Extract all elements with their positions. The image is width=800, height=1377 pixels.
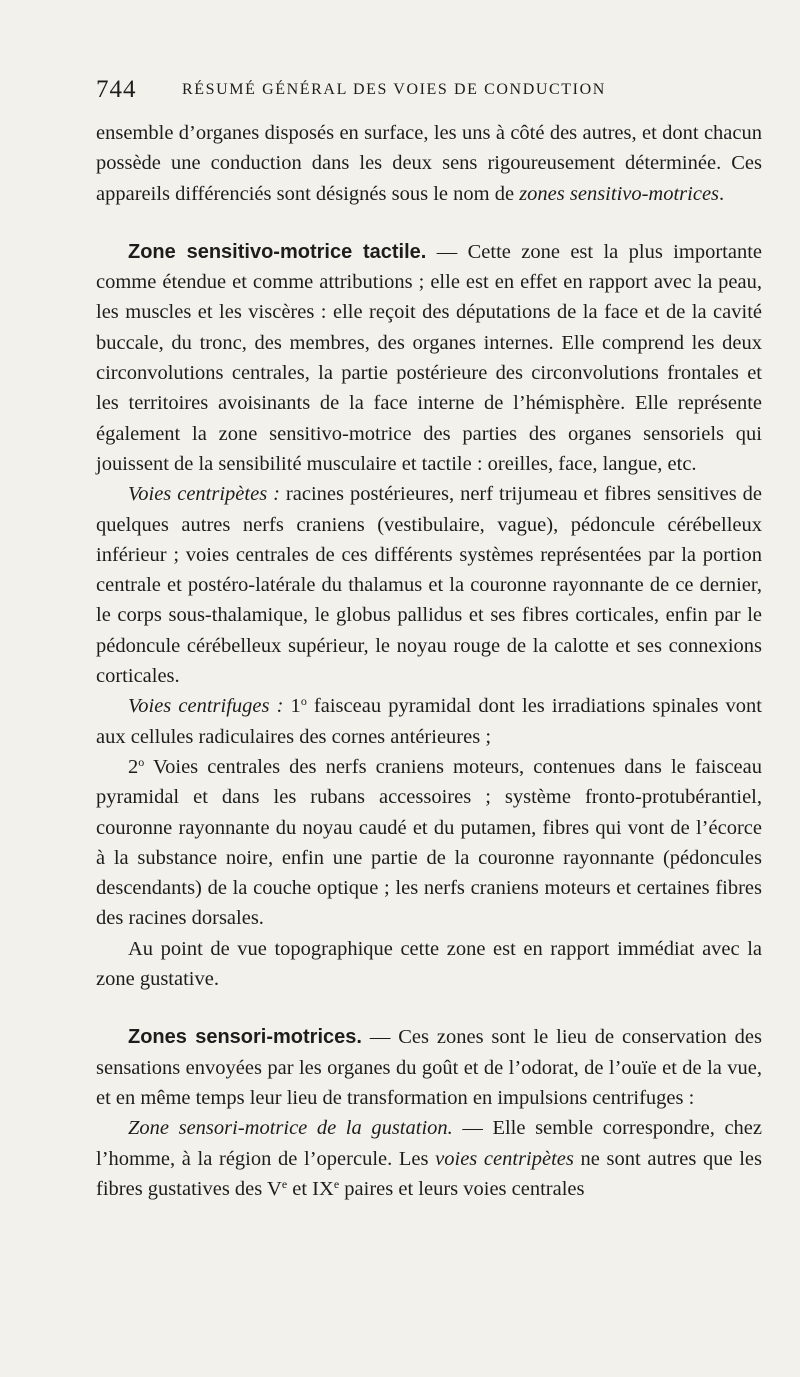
paragraph-zones-sensori-motrices: Zones sensori-motrices. — Ces zones sont le lieu de conservation des sensations envoyées par les organes du goût et de l’odorat, de l’ouïe et de la vue, et en même temps leur lieu de transformation en impulsions centrifuges : bbox=[96, 1026, 762, 1109]
paragraph-voies-centrales: 2$^o$ Voies centrales des nerfs craniens moteurs, contenues dans le faisceau pyramidal et dans les rubans accessoires ; système fronto-protubérantiel, couronne rayonnante du noyau caudé et du putamen, fibres qui vont de l’écorce à la substance noire, enfin une partie de la couronne rayonnante (pédoncules descendants) de la couche optique ; les nerfs craniens moteurs et certaines fibres des racines dorsales. bbox=[96, 754, 762, 930]
paragraph-intro: ensemble d’organes disposés en surface, les uns à côté des autres, et dont chacun possède une conduction dans les deux sens rigoureusement déterminée. Ces appareils différenciés sont désignés sous le nom de zones sensitivo-motrices. bbox=[96, 122, 762, 205]
section-heading-zones-sensori-motrices: Zones sensori-motrices. bbox=[128, 1026, 362, 1049]
term-zones-sensitivo-motrices: zones sensitivo-motrices bbox=[519, 182, 720, 205]
paragraph-voies-centripetes: Voies centripètes : racines postérieures, nerf trijumeau et fibres sensitives de quelques autres nerfs craniens (vestibulaire, vague), pédoncule cérébelleux inférieur ; voies centrales de ces différents systèmes représentées par la portion centrale et postéro-latérale du thalamus et la couronne rayonnante de ce dernier, le corps sous-thalamique, le globus pallidus et ses fibres corticales, enfin par le pédoncule cérébelleux supérieur, le noyau rouge de la calotte et ses connexions corticales. bbox=[96, 483, 762, 688]
paragraph-voies-centrifuges: Voies centrifuges : 1$^o$ faisceau pyramidal dont les irradiations spinales vont aux cellules radiculaires des cornes antérieures ; bbox=[96, 694, 762, 748]
section-heading-zone-tactile: Zone sensitivo-motrice tactile. bbox=[128, 240, 427, 263]
page-header bbox=[96, 76, 762, 106]
subheading-gustation: Zone sensori-motrice de la gustation. bbox=[128, 1117, 453, 1140]
subheading-voies-centripetes: Voies centripètes : bbox=[128, 483, 280, 506]
paragraph-zone-tactile: Zone sensitivo-motrice tactile. — Cette zone est la plus importante comme étendue et comme attributions ; elle est en effet en rapport avec la peau, les muscles et les viscères : elle reçoit des députations de la face et de la cavité buccale, du tronc, des membres, des organes internes. Elle comprend les deux circonvolutions centrales, la partie postérieure des circonvolutions frontales et les territoires avoisinants de la face interne de l’hémisphère. Elle représente également la zone sensitivo-motrice des parties des organes sensoriels qui jouissent de la sensibilité musculaire et tactile : oreilles, face, langue, etc. bbox=[96, 240, 762, 475]
running-title: RÉSUMÉ GÉNÉRAL DES VOIES DE CONDUCTION bbox=[182, 81, 606, 98]
body-text bbox=[96, 118, 762, 1204]
subheading-voies-centrifuges: Voies centrifuges : bbox=[128, 695, 284, 718]
paragraph-topographie: Au point de vue topographique cette zone est en rapport immédiat avec la zone gustative. bbox=[96, 937, 762, 991]
page-number: 744 bbox=[96, 76, 137, 103]
paragraph-gustation: Zone sensori-motrice de la gustation. — Elle semble correspondre, chez l’homme, à la région de l’opercule. Les voies centripètes ne sont autres que les fibres gustatives des Ve et IXe paires et leurs voies centrales bbox=[96, 1117, 762, 1200]
